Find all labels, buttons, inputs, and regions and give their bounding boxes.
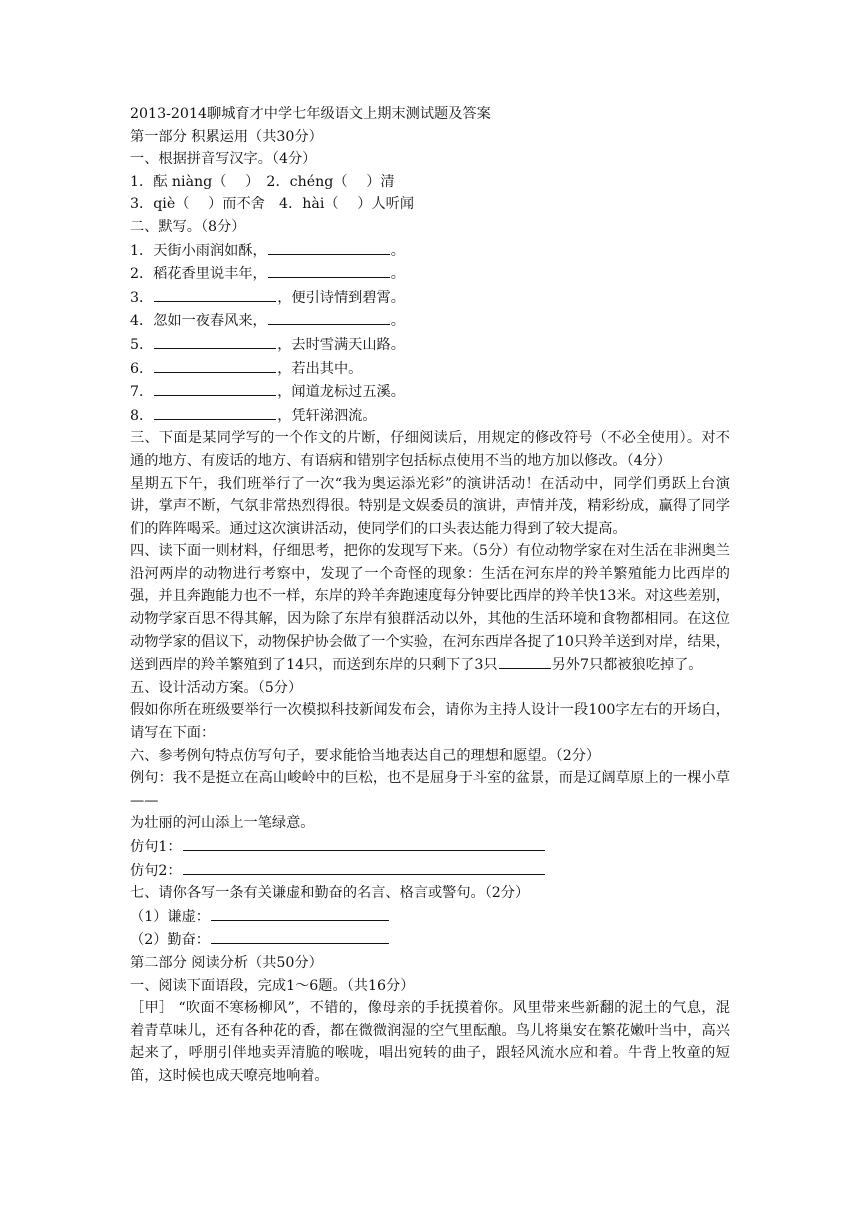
part1-heading: 第一部分 积累运用（共30分） (130, 128, 323, 145)
dictation-item-8: 8． ，凭轩涕泗流。 (130, 404, 730, 428)
q6-heading: 六、参考例句特点仿写句子，要求能恰当地表达自己的理想和愿望。（2分） (130, 747, 601, 764)
answer-blank[interactable] (154, 333, 276, 349)
dictation-item-2: 2．稻花香里说丰年， 。 (130, 262, 730, 286)
part2-heading: 第二部分 阅读分析（共50分） (130, 954, 323, 971)
dictation-item-4: 4．忽如一夜春风来， 。 (130, 309, 730, 333)
q1-line1: 1．酝 niàng（ ） 2．chéng（ ）清 (130, 173, 395, 190)
part2-q1-heading: 一、阅读下面语段，完成1～6题。（共16分） (130, 977, 415, 994)
q5-heading: 五、设计活动方案。（5分） (130, 679, 303, 696)
q3-heading: 三、下面是某同学写的一个作文的片断，仔细阅读后，用规定的修改符号（不必全使用）。对不通的地方、有废话的地方、有语病和错别字包括标点使用不当的地方加以修改。（4分） (130, 430, 730, 469)
answer-blank[interactable] (499, 653, 551, 669)
q7-modesty: （1）谦虚： (130, 905, 730, 929)
answer-blank[interactable] (268, 309, 390, 325)
q5-text: 假如你所在班级要举行一次模拟科技新闻发布会，请你为主持人设计一段100字左右的开场白，请写在下面： (130, 702, 730, 742)
dictation-list (130, 239, 730, 428)
answer-blank[interactable] (154, 357, 276, 373)
dictation-item-7: 7． ，闻道龙标过五溪。 (130, 380, 730, 404)
q6-imitate-2: 仿句2： (130, 859, 730, 883)
answer-blank[interactable] (154, 380, 276, 396)
answer-line[interactable] (211, 905, 389, 921)
dictation-item-3: 3． ，便引诗情到碧霄。 (130, 286, 730, 310)
q6-example-end: 为壮丽的河山添上一笔绿意。 (130, 815, 315, 832)
q3-passage: 星期五下午，我们班举行了一次“我为奥运添光彩”的演讲活动！在活动中，同学们勇跃上台演讲，掌声不断，气氛非常热烈得很。特别是文娱委员的演讲，声情并茂，精彩纷成，赢得了同学们的阵阵喝采。通过这次演讲活动，使同学们的口头表达能力得到了较大提高。 (130, 475, 730, 537)
document-title: 2013-2014聊城育才中学七年级语文上期末测试题及答案 (130, 106, 491, 122)
answer-line[interactable] (183, 859, 545, 875)
dictation-item-5: 5． ，去时雪满天山路。 (130, 333, 730, 357)
answer-line[interactable] (211, 928, 389, 944)
document-page (130, 103, 730, 1088)
answer-line[interactable] (183, 835, 545, 851)
answer-blank[interactable] (268, 239, 390, 255)
q1-line2: 3．qiè（ ）而不舍 4．hài（ ）人听闻 (130, 196, 415, 213)
answer-blank[interactable] (154, 286, 276, 302)
q4-text: 四、读下面一则材料，仔细思考，把你的发现写下来。（5分）有位动物学家在对生活在非洲奥兰沿河两岸的动物进行考察中，发现了一个奇怪的现象：生活在河东岸的羚羊繁殖能力比西岸的强，并且奔跑能力也不一样，东岸的羚羊奔跑速度每分钟要比西岸的羚羊快13米。对这些差别，动物学家百思不得其解，因为除了东岸有狼群活动以外，其他的生活环境和食物都相同。在这位动物学家的倡议下，动物保护协会做了一个实验，在河东西岸各捉了10只羚羊送到对岸，结果，送到西岸的羚羊繁殖到了14只，而送到东岸的只剩下了3只 另外7只都被狼吃掉了。 (130, 543, 730, 674)
dictation-item-1: 1．天街小雨润如酥， 。 (130, 239, 730, 263)
reading-passage: ［甲］ “吹面不寒杨柳风”，不错的，像母亲的手抚摸着你。风里带来些新翻的泥土的气息，混着青草味儿，还有各种花的香，都在微微润湿的空气里酝酿。鸟儿将巢安在繁花嫩叶当中，高兴起来了，呼朋引伴地卖弄清脆的喉咙，唱出宛转的曲子，跟轻风流水应和着。牛背上牧童的短笛，这时候也成天嘹亮地响着。 (130, 1000, 730, 1084)
q7-heading: 七、请你各写一条有关谦虚和勤奋的名言、格言或警句。（2分） (130, 885, 530, 902)
q6-imitate-1: 仿句1： (130, 835, 730, 859)
answer-blank[interactable] (154, 404, 276, 420)
answer-blank[interactable] (268, 262, 390, 278)
q1-heading: 一、根据拼音写汉字。（4分） (130, 151, 317, 168)
q7-diligence: （2）勤奋： (130, 928, 730, 952)
q6-example: 例句：我不是挺立在高山峻岭中的巨松，也不是屈身于斗室的盆景，而是辽阔草原上的一棵小草—— (130, 770, 730, 809)
q2-heading: 二、默写。（8分） (130, 218, 246, 235)
dictation-item-6: 6． ，若出其中。 (130, 357, 730, 381)
